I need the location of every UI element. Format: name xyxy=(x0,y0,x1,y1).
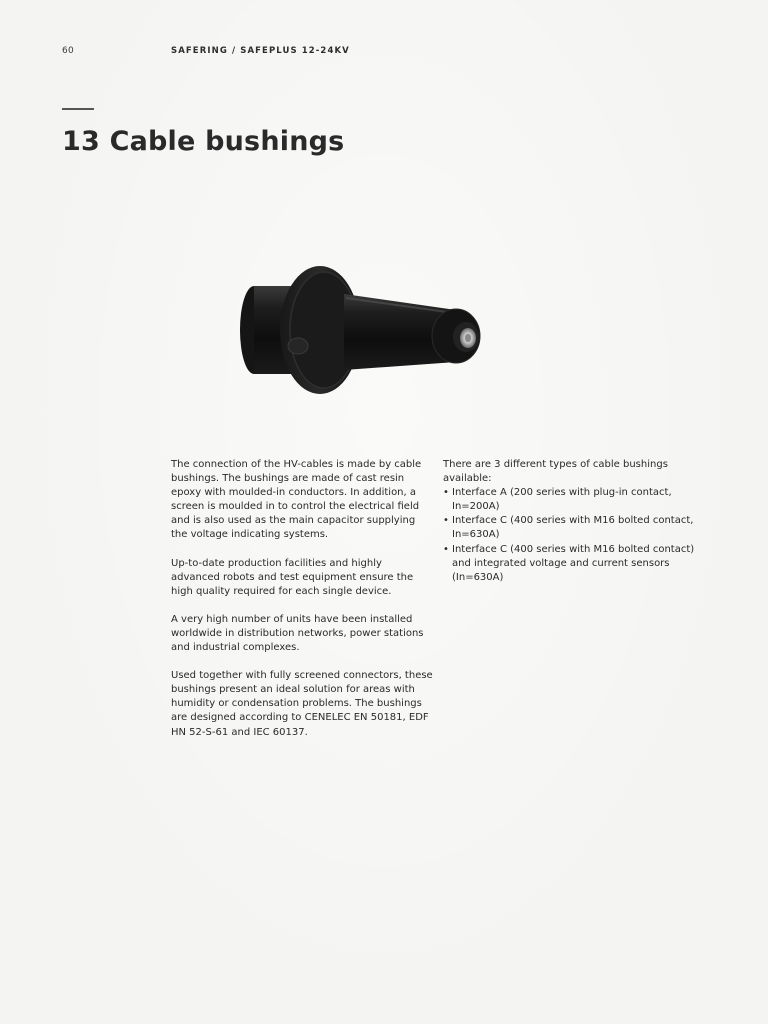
body-left-column xyxy=(171,458,433,754)
body-paragraph: Used together with fully screened connectors, these bushings present an ideal solution for areas with humidity or condensation problems. The bushings are designed according to CENELEC EN 50181, EDF HN 52-S-61 and IEC 60137. xyxy=(171,670,433,738)
bushing-types-intro: There are 3 different types of cable bushings available: xyxy=(443,459,668,485)
body-paragraph: The connection of the HV-cables is made by cable bushings. The bushings are made of cast resin epoxy with moulded-in conductors. In addition, a screen is moulded in to control the electrical field and is also used as the main capacitor supplying the voltage indicating systems. xyxy=(171,459,422,541)
list-item: • Interface C (400 series with M16 bolted contact, In=630A) xyxy=(443,514,713,542)
running-header: SAFERING / SAFEPLUS 12-24KV xyxy=(171,46,350,56)
page-number: 60 xyxy=(62,46,75,56)
body-right-column xyxy=(443,458,713,585)
chapter-title: 13 Cable bushings xyxy=(62,126,345,157)
cable-bushing-image xyxy=(232,258,494,402)
body-paragraph: Up-to-date production facilities and highly advanced robots and test equipment ensure the high quality required for each single device. xyxy=(171,557,414,597)
list-item: • Interface A (200 series with plug-in contact, In=200A) xyxy=(443,486,713,514)
bushing-types-list xyxy=(443,486,713,585)
title-rule xyxy=(62,108,94,110)
body-paragraph: A very high number of units have been installed worldwide in distribution networks, power stations and industrial complexes. xyxy=(171,613,424,654)
list-item: • Interface C (400 series with M16 bolted contact) and integrated voltage and current sensors (In=630A) xyxy=(443,543,713,585)
